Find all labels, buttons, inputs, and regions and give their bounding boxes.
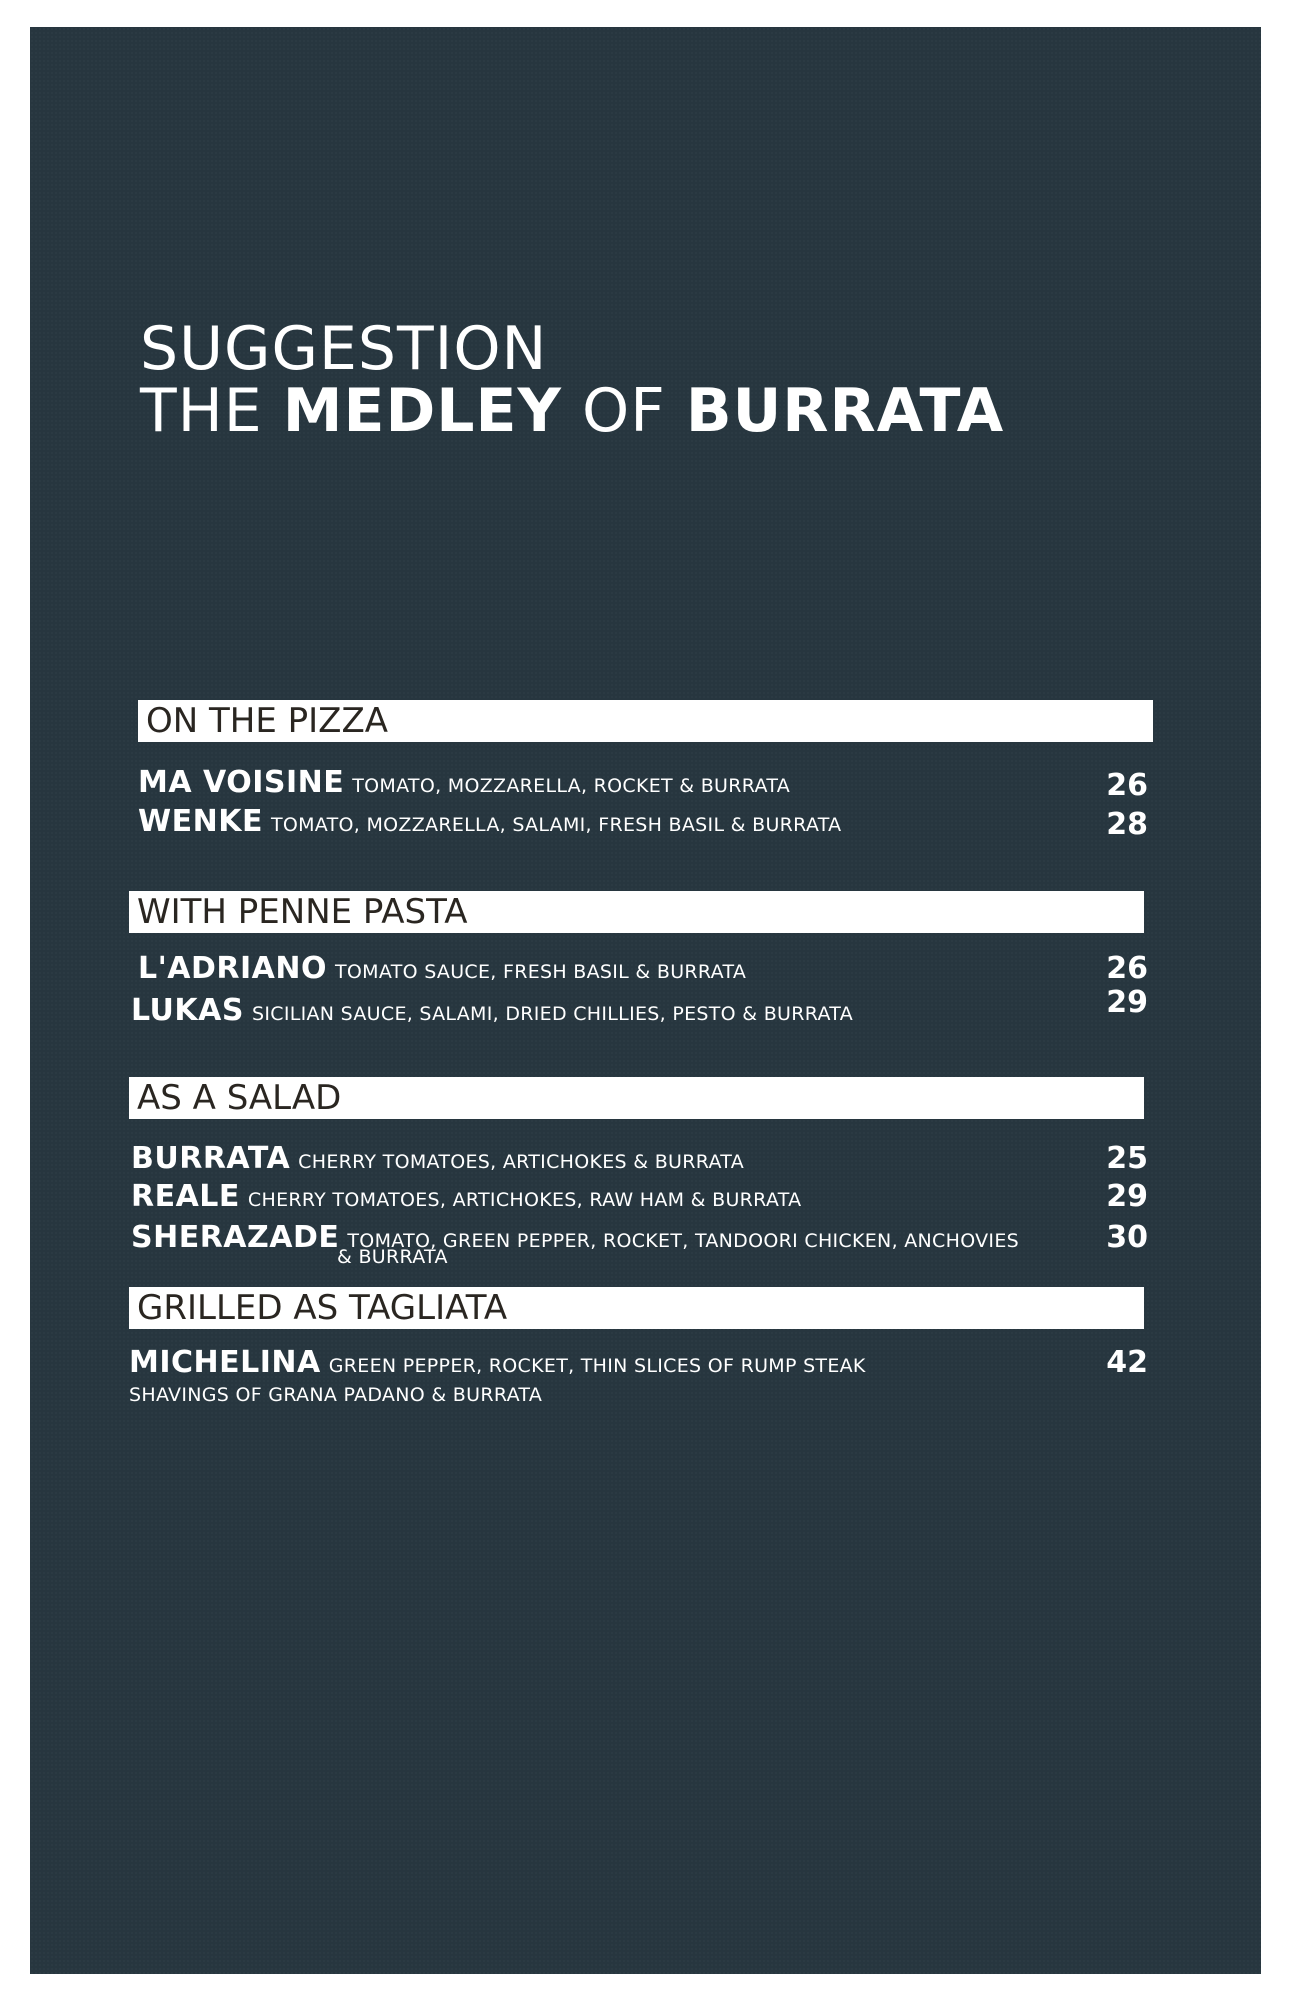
item-name: WENKE	[138, 804, 263, 839]
item-description: GREEN PEPPER, ROCKET, THIN SLICES OF RUMP STEAK	[328, 1355, 866, 1377]
menu-item-ladriano	[138, 951, 746, 986]
item-price: 28	[1106, 807, 1148, 842]
item-description: TOMATO, MOZZARELLA, ROCKET & BURRATA	[352, 775, 791, 797]
title-line-1: SUGGESTION	[140, 314, 548, 384]
title-of: OF	[582, 376, 666, 446]
item-name: L'ADRIANO	[138, 951, 328, 986]
item-description: CHERRY TOMATOES, ARTICHOKES, RAW HAM & BURRATA	[247, 1189, 802, 1211]
item-description-continued: SHAVINGS OF GRANA PADANO & BURRATA	[129, 1384, 543, 1406]
menu-item-sherazade	[131, 1220, 1019, 1255]
item-description-continued: & BURRATA	[337, 1246, 448, 1268]
section-heading-pizza: ON THE PIZZA	[138, 700, 1153, 742]
item-description: TOMATO, GREEN PEPPER, ROCKET, TANDOORI CHICKEN, ANCHOVIES	[347, 1230, 1020, 1252]
section-heading-pasta: WITH PENNE PASTA	[129, 891, 1144, 933]
title-the: THE	[140, 376, 263, 446]
item-description: TOMATO SAUCE, FRESH BASIL & BURRATA	[335, 961, 747, 983]
section-heading-tagliata: GRILLED AS TAGLIATA	[129, 1287, 1144, 1329]
menu-item-lukas	[131, 993, 853, 1028]
item-price: 26	[1106, 951, 1148, 986]
item-name: REALE	[131, 1179, 240, 1214]
item-price: 30	[1106, 1220, 1148, 1255]
item-name: LUKAS	[131, 993, 244, 1028]
menu-item-michelina	[129, 1345, 866, 1380]
item-name: BURRATA	[131, 1141, 291, 1176]
title-line-2	[140, 376, 1005, 446]
item-price: 42	[1106, 1345, 1148, 1380]
item-description: SICILIAN SAUCE, SALAMI, DRIED CHILLIES, PESTO & BURRATA	[251, 1003, 854, 1025]
menu-item-reale	[131, 1179, 801, 1214]
item-name: MICHELINA	[129, 1345, 321, 1380]
item-price: 25	[1106, 1141, 1148, 1176]
item-name: SHERAZADE	[131, 1220, 340, 1255]
item-price: 29	[1106, 985, 1148, 1020]
menu-title	[140, 314, 1005, 446]
section-heading-salad: AS A SALAD	[129, 1077, 1144, 1119]
title-burrata: BURRATA	[685, 376, 1005, 446]
title-medley: MEDLEY	[282, 376, 562, 446]
item-description: TOMATO, MOZZARELLA, SALAMI, FRESH BASIL & BURRATA	[270, 814, 842, 836]
item-description: CHERRY TOMATOES, ARTICHOKES & BURRATA	[298, 1151, 745, 1173]
menu-item-wenke	[138, 804, 841, 839]
menu-item-ma-voisine	[138, 765, 790, 800]
menu-item-burrata	[131, 1141, 744, 1176]
item-name: MA VOISINE	[138, 765, 345, 800]
item-price: 29	[1106, 1179, 1148, 1214]
item-price: 26	[1106, 768, 1148, 803]
